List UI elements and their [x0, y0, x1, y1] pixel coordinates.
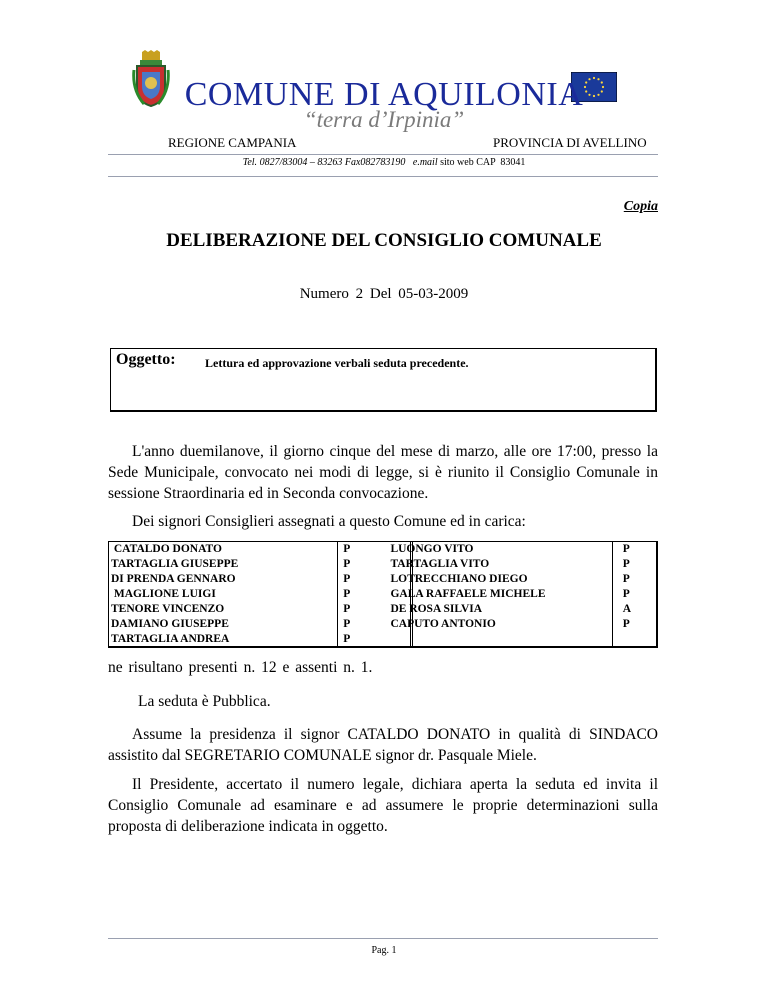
fax-label: Fax — [344, 157, 361, 168]
councillor-name: TARTAGLIA GIUSEPPE — [111, 558, 239, 570]
page-number: Pag. 1 — [371, 945, 397, 956]
councillors-intro-text: Dei signori Consiglieri assegnati a questo Comune ed in carica: — [132, 513, 526, 530]
attendance-mark: P — [622, 618, 630, 630]
table-row — [108, 572, 656, 587]
header-divider-bottom — [108, 176, 658, 177]
session-public-text: La seduta è Pubblica. — [138, 693, 271, 710]
attendance-mark: P — [343, 633, 351, 645]
subject-label: Oggetto: — [116, 351, 176, 368]
document-title: DELIBERAZIONE DEL CONSIGLIO COMUNALE — [166, 230, 602, 251]
attendance-mark: P — [343, 603, 351, 615]
councillor-name: LUONGO VITO — [390, 543, 474, 555]
fax-number: 082783190 — [360, 157, 406, 168]
councillor-name: DE ROSA SILVIA — [390, 603, 483, 615]
councillor-name: TENORE VINCENZO — [111, 603, 225, 615]
table-row — [108, 557, 656, 572]
attendance-mark: P — [622, 543, 630, 555]
province-label: PROVINCIA DI AVELLINO — [493, 135, 647, 150]
region-label: REGIONE CAMPANIA — [168, 135, 297, 150]
attendance-mark: P — [622, 558, 630, 570]
municipality-motto: “terra d’Irpinia” — [303, 107, 465, 132]
website-label: sito web — [440, 157, 474, 168]
table-row — [108, 617, 656, 632]
councillor-name: MAGLIONE LUIGI — [111, 588, 216, 600]
opening-paragraph-text: L'anno duemilanove, il giorno cinque del mese di marzo, alle ore 17:00, presso la Sede Municipale, convocato nei modi di legge, si è riunito il Consiglio Comunale in sessione Straordinaria ed in Seconda convocazione. — [108, 443, 658, 502]
copy-label: Copia — [623, 199, 658, 214]
attendance-mark: P — [343, 558, 351, 570]
attendance-summary: ne risultano presenti n. 12 e assenti n. 1. — [108, 659, 373, 676]
presidency-paragraph — [108, 724, 658, 766]
attendance-mark: P — [343, 543, 351, 555]
councillors-intro — [108, 511, 658, 532]
table-row — [108, 602, 656, 617]
empty-cell — [617, 632, 656, 647]
attendance-mark: P — [343, 618, 351, 630]
council-attendance-table — [108, 542, 656, 647]
attendance-mark: P — [622, 573, 630, 585]
tel-label: Tel. — [242, 157, 258, 168]
tel-number: 0827/83004 – 83263 — [259, 157, 343, 168]
table-row — [108, 632, 656, 647]
cap-value: 83041 — [500, 157, 526, 168]
subject-text: Lettura ed approvazione verbali seduta precedente. — [205, 356, 469, 370]
councillor-name: TARTAGLIA ANDREA — [111, 633, 230, 645]
attendance-mark: A — [622, 603, 632, 615]
attendance-mark: P — [622, 588, 630, 600]
councillor-name: GALA RAFFAELE MICHELE — [390, 588, 546, 600]
attendance-mark: P — [343, 588, 351, 600]
president-paragraph — [108, 774, 658, 837]
councillor-name: LOTRECCHIANO DIEGO — [390, 573, 528, 585]
table-row — [108, 542, 656, 557]
header-divider — [108, 154, 658, 155]
contact-line — [0, 157, 768, 168]
president-paragraph-text: Il Presidente, accertato il numero legale, dichiara aperta la seduta ed invita il Consiglio Comunale ad esaminare e ad assumere le proprie determinazioni sulla proposta di deliberazione indicata in oggetto. — [108, 776, 658, 835]
attendance-mark: P — [343, 573, 351, 585]
councillor-name: TARTAGLIA VITO — [390, 558, 490, 570]
cap-label: CAP — [476, 157, 496, 168]
session-public — [108, 691, 658, 712]
document-number-date: Numero 2 Del 05-03-2009 — [299, 286, 469, 302]
presidency-paragraph-text: Assume la presidenza il signor CATALDO DONATO in qualità di SINDACO assistito dal SEGRETARIO COMUNALE signor dr. Pasquale Miele. — [108, 726, 658, 764]
footer-divider — [108, 938, 658, 939]
email-label: e.mail — [412, 157, 438, 168]
opening-paragraph — [108, 441, 658, 504]
councillor-name: DI PRENDA GENNARO — [111, 573, 236, 585]
councillor-name: DAMIANO GIUSEPPE — [111, 618, 229, 630]
councillor-name: CATALDO DONATO — [111, 543, 222, 555]
empty-cell — [376, 632, 616, 647]
municipality-name: COMUNE DI AQUILONIA — [184, 76, 584, 113]
table-row — [108, 587, 656, 602]
councillor-name: CAPUTO ANTONIO — [390, 618, 496, 630]
